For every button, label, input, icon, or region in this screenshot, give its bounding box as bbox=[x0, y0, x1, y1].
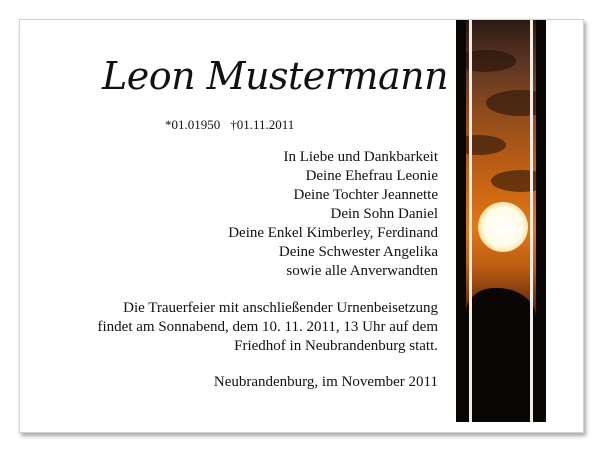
place-and-date: Neubrandenburg, im November 2011 bbox=[213, 374, 438, 390]
frame-stripe bbox=[530, 20, 533, 422]
mourners-list bbox=[228, 148, 438, 281]
life-dates bbox=[165, 117, 294, 133]
mourner-line: Deine Enkel Kimberley, Ferdinand bbox=[228, 225, 438, 241]
mourner-line: Dein Sohn Daniel bbox=[330, 206, 438, 222]
sunset-photo-icon bbox=[456, 20, 546, 432]
ceremony-line: Die Trauerfeier mit anschließender Urnenbeisetzung bbox=[123, 300, 438, 316]
mourner-line: Deine Ehefrau Leonie bbox=[305, 168, 438, 184]
obituary-card bbox=[19, 19, 584, 433]
frame-stripe bbox=[469, 20, 472, 422]
ceremony-line: Friedhof in Neubrandenburg statt. bbox=[234, 338, 438, 354]
ceremony-line: findet am Sonnabend, dem 10. 11. 2011, 13 Uhr auf dem bbox=[97, 319, 438, 335]
sun-icon bbox=[478, 202, 528, 252]
mourner-line: Deine Tochter Jeannette bbox=[293, 187, 438, 203]
ceremony-info bbox=[98, 299, 439, 356]
cloud-shape bbox=[486, 90, 536, 116]
birth-date: *01.01950 bbox=[165, 117, 221, 132]
mourner-line: In Liebe und Dankbarkeit bbox=[283, 149, 438, 165]
tree-silhouette bbox=[466, 288, 536, 422]
mourner-line: Deine Schwester Angelika bbox=[278, 244, 438, 260]
cloud-shape bbox=[466, 50, 516, 72]
mourner-line: sowie alle Anverwandten bbox=[286, 263, 438, 279]
sunset-image bbox=[466, 20, 536, 422]
strip-bottom-band bbox=[456, 422, 546, 432]
deceased-name: Leon Mustermann bbox=[102, 54, 449, 98]
death-date: †01.11.2011 bbox=[230, 117, 295, 132]
cloud-shape bbox=[466, 135, 506, 155]
